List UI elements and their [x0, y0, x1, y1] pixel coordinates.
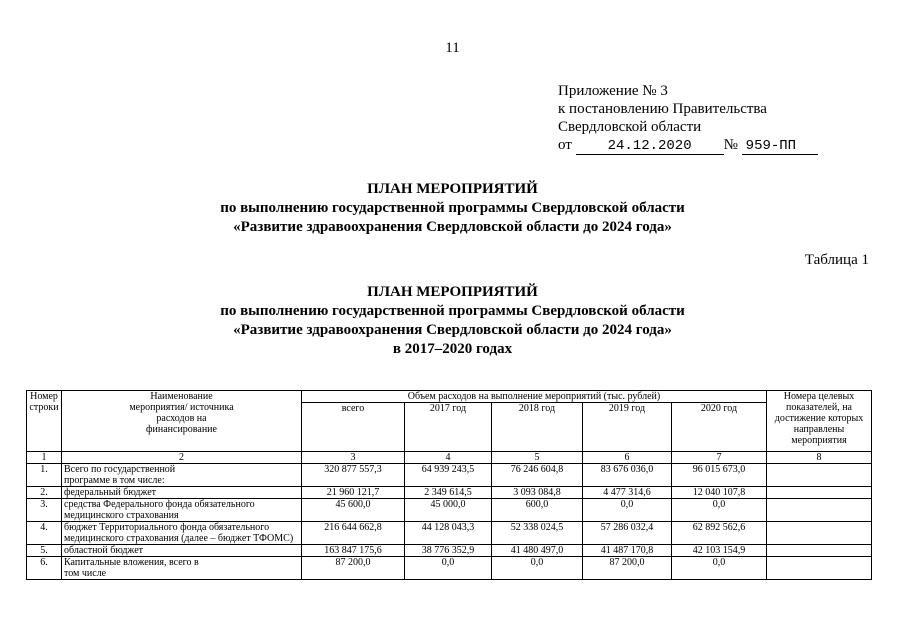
row-name: Всего по государственной программе в том числе:: [62, 464, 302, 487]
column-number-row: [27, 452, 872, 464]
column-number: 4: [405, 452, 492, 464]
row-2020: 0,0: [672, 499, 767, 522]
row-number: 5.: [27, 545, 62, 557]
row-number: 4.: [27, 522, 62, 545]
table-row: [27, 557, 872, 580]
header-volume: Объем расходов на выполнение мероприятий (тыс. рублей): [302, 391, 767, 403]
appendix-date-line: [558, 136, 818, 155]
appendix-block: [558, 82, 818, 155]
plan-title-table: [0, 283, 905, 359]
row-2017: 64 939 243,5: [405, 464, 492, 487]
plan-title-table-line-1: ПЛАН МЕРОПРИЯТИЙ: [367, 284, 538, 300]
row-targets: [767, 557, 872, 580]
row-name: средства Федерального фонда обязательного медицинского страхования: [62, 499, 302, 522]
table-row: [27, 464, 872, 487]
row-2019: 41 487 170,8: [583, 545, 672, 557]
plan-title-top: [0, 180, 905, 237]
row-2019: 83 676 036,0: [583, 464, 672, 487]
table-row: [27, 487, 872, 499]
number-label: №: [723, 137, 738, 153]
row-targets: [767, 464, 872, 487]
resolution-date: 24.12.2020: [576, 139, 724, 155]
column-number: 2: [62, 452, 302, 464]
table-row: [27, 522, 872, 545]
header-targets: Номера целевых показателей, на достижение которых направлены мероприятия: [767, 391, 872, 452]
appendix-line-2: к постановлению Правительства: [558, 101, 767, 117]
row-name: Капитальные вложения, всего в том числе: [62, 557, 302, 580]
row-2020: 12 040 107,8: [672, 487, 767, 499]
row-2018: 76 246 604,8: [492, 464, 583, 487]
appendix-line-1: Приложение № 3: [558, 83, 668, 99]
row-targets: [767, 522, 872, 545]
header-2018: 2018 год: [492, 403, 583, 452]
row-total: 21 960 121,7: [302, 487, 405, 499]
from-label: от: [558, 137, 572, 153]
table-header-row: [27, 391, 872, 403]
table-row: [27, 499, 872, 522]
plan-title-table-line-4: в 2017–2020 годах: [392, 341, 513, 357]
row-total: 87 200,0: [302, 557, 405, 580]
column-number: 1: [27, 452, 62, 464]
header-2017: 2017 год: [405, 403, 492, 452]
column-number: 8: [767, 452, 872, 464]
row-name: федеральный бюджет: [62, 487, 302, 499]
plan-table: [26, 390, 872, 580]
table-row: [27, 545, 872, 557]
plan-title-top-line-3: «Развитие здравоохранения Свердловской области до 2024 года»: [233, 219, 672, 235]
resolution-number: 959-ПП: [742, 139, 818, 155]
header-name: Наименование мероприятия/ источника расходов на финансирование: [62, 391, 302, 452]
row-targets: [767, 499, 872, 522]
row-2020: 62 892 562,6: [672, 522, 767, 545]
row-2017: 44 128 043,3: [405, 522, 492, 545]
table-reference: Таблица 1: [804, 252, 869, 268]
header-row-number: Номер строки: [27, 391, 62, 452]
row-2020: 96 015 673,0: [672, 464, 767, 487]
row-2017: 38 776 352,9: [405, 545, 492, 557]
row-number: 2.: [27, 487, 62, 499]
row-targets: [767, 487, 872, 499]
column-number: 5: [492, 452, 583, 464]
row-total: 216 644 662,8: [302, 522, 405, 545]
header-2019: 2019 год: [583, 403, 672, 452]
row-number: 3.: [27, 499, 62, 522]
row-2018: 52 338 024,5: [492, 522, 583, 545]
row-2017: 2 349 614,5: [405, 487, 492, 499]
row-2018: 3 093 084,8: [492, 487, 583, 499]
row-total: 163 847 175,6: [302, 545, 405, 557]
row-name: областной бюджет: [62, 545, 302, 557]
column-number: 6: [583, 452, 672, 464]
row-2019: 4 477 314,6: [583, 487, 672, 499]
row-name: бюджет Территориального фонда обязательного медицинского страхования (далее – бюджет ТФОМС): [62, 522, 302, 545]
row-2019: 87 200,0: [583, 557, 672, 580]
row-2017: 0,0: [405, 557, 492, 580]
row-2017: 45 000,0: [405, 499, 492, 522]
plan-title-table-line-3: «Развитие здравоохранения Свердловской области до 2024 года»: [233, 322, 672, 338]
header-total: всего: [302, 403, 405, 452]
row-total: 45 600,0: [302, 499, 405, 522]
page-number: 11: [445, 40, 460, 56]
plan-title-table-line-2: по выполнению государственной программы Свердловской области: [220, 303, 685, 319]
row-2019: 57 286 032,4: [583, 522, 672, 545]
row-2020: 42 103 154,9: [672, 545, 767, 557]
row-targets: [767, 545, 872, 557]
appendix-line-3: Свердловской области: [558, 119, 702, 135]
row-2018: 600,0: [492, 499, 583, 522]
row-number: 1.: [27, 464, 62, 487]
row-2020: 0,0: [672, 557, 767, 580]
row-2018: 41 480 497,0: [492, 545, 583, 557]
row-2019: 0,0: [583, 499, 672, 522]
row-number: 6.: [27, 557, 62, 580]
plan-title-top-line-2: по выполнению государственной программы Свердловской области: [220, 200, 685, 216]
plan-title-top-line-1: ПЛАН МЕРОПРИЯТИЙ: [367, 181, 538, 197]
row-2018: 0,0: [492, 557, 583, 580]
row-total: 320 877 557,3: [302, 464, 405, 487]
header-2020: 2020 год: [672, 403, 767, 452]
column-number: 7: [672, 452, 767, 464]
column-number: 3: [302, 452, 405, 464]
